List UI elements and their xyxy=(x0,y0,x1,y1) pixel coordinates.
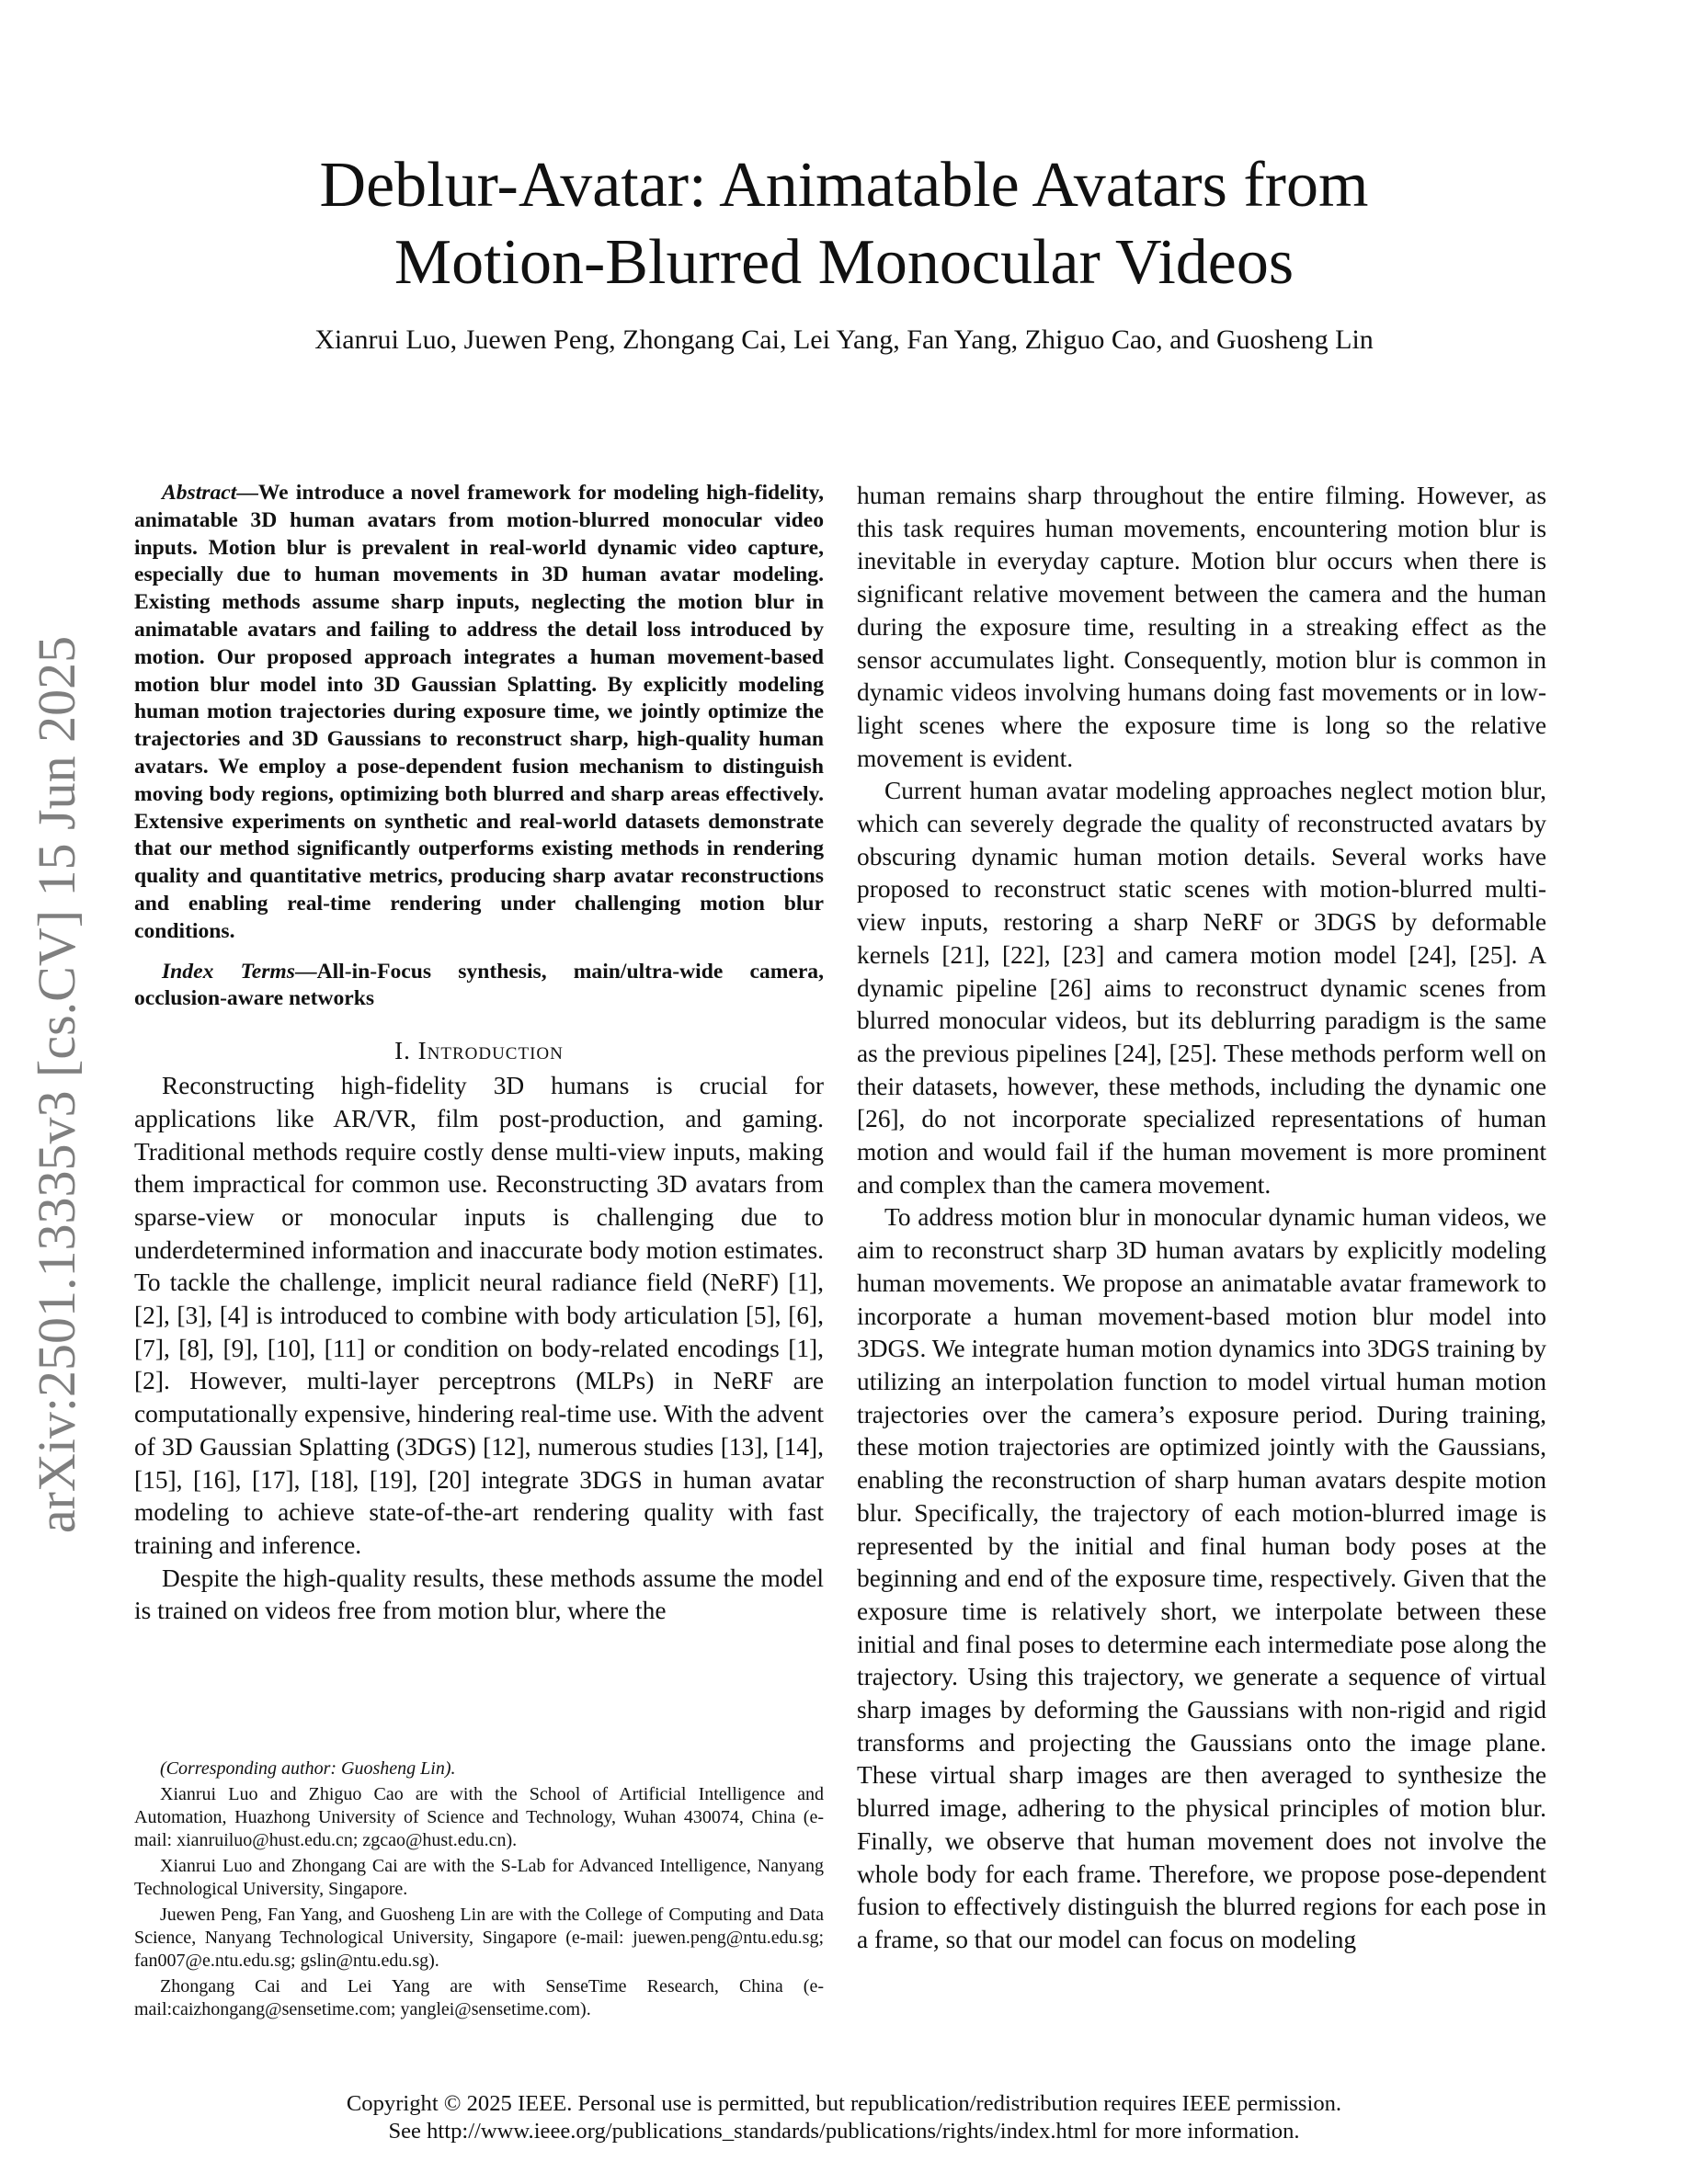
left-column xyxy=(134,480,824,1628)
abstract-paragraph xyxy=(134,480,824,946)
body-paragraph: human remains sharp throughout the entire filming. However, as this task requires human movements, encountering motion blur is inevitable in everyday capture. Motion blur occurs when there is significant relative movement between the camera and the human during the exposure time, resulting in a streaking effect as the sensor accumulates light. Consequently, motion blur is common in dynamic videos involving humans doing fast movements or in low-light scenes where the exposure time is long so the relative movement is evident. xyxy=(857,482,1546,772)
corresponding-author-note: (Corresponding author: Guosheng Lin). xyxy=(160,1758,456,1779)
section-numeral: I. xyxy=(394,1037,418,1065)
index-terms-label: Index Terms xyxy=(162,959,295,984)
body-paragraph: To address motion blur in monocular dynamic human videos, we aim to reconstruct sharp 3D human avatars by explicitly modeling human movements. We propose an animatable avatar framework to incorporate a human movement-based motion blur model into 3DGS. We integrate human motion dynamics into 3DGS training by utilizing an interpolation function to model virtual human motion trajectories over the camera’s exposure period. During training, these motion trajectories are optimized jointly with the Gaussians, enabling the reconstruction of sharp human avatars despite motion blur. Specifically, the trajectory of each motion-blurred image is represented by the initial and final human body poses at the beginning and end of the exposure time, respectively. Given that the exposure time is relatively short, we interpolate between these initial and final poses to determine each intermediate pose along the trajectory. Using this trajectory, we generate a sequence of virtual sharp images by deforming the Gaussians with non-rigid and rigid transforms and projecting the Gaussians onto the image plane. These virtual sharp images are then averaged to synthesize the blurred image, adhering to the physical principles of motion blur. Finally, we observe that human movement does not involve the whole body for each frame. Therefore, we propose pose-dependent fusion to effectively distinguish the blurred regions for each pose in a frame, so that our model can focus on modeling xyxy=(857,1203,1546,1953)
copyright-line-1: Copyright © 2025 IEEE. Personal use is permitted, but republication/redistribution requires IEEE permission. xyxy=(346,2091,1342,2116)
copyright-notice xyxy=(138,2090,1550,2145)
index-terms-paragraph xyxy=(134,959,824,1014)
footnotes xyxy=(134,1757,824,2024)
intro-left-body xyxy=(134,1070,824,1628)
title-line-2: Motion-Blurred Monocular Videos xyxy=(393,227,1295,298)
index-terms xyxy=(134,959,824,1014)
abstract-label: Abstract xyxy=(162,481,237,505)
title-line-1: Deblur-Avatar: Animatable Avatars from xyxy=(319,150,1369,221)
paper-title xyxy=(138,147,1550,301)
body-paragraph: Reconstructing high-fidelity 3D humans is crucial for applications like AR/VR, film post-production, and gaming. Traditional methods require costly dense multi-view inputs, making them impractical for common use. Reconstructing 3D avatars from sparse-view or monocular inputs is challenging due to underdetermined information and inaccurate body motion estimates. To tackle the challenge, implicit neural radiance field (NeRF) [1], [2], [3], [4] is introduced to combine with body articulation [5], [6], [7], [8], [9], [10], [11] or condition on body-related encodings [1], [2]. However, multi-layer perceptrons (MLPs) in NeRF are computationally expensive, hindering real-time use. With the advent of 3D Gaussian Splatting (3DGS) [12], numerous studies [13], [14], [15], [16], [17], [18], [19], [20] integrate 3DGS in human avatar modeling to achieve state-of-the-art rendering quality with fast training and inference. xyxy=(134,1072,824,1559)
author-list: Xianrui Luo, Juewen Peng, Zhongang Cai, Lei Yang, Fan Yang, Zhiguo Cao, and Guosheng Lin xyxy=(314,324,1374,355)
abstract xyxy=(134,480,824,946)
right-column xyxy=(857,480,1546,1957)
affiliation-note: Zhongang Cai and Lei Yang are with SenseTime Research, China (e-mail:caizhongang@sensetime.com; yanglei@sensetime.com). xyxy=(134,1976,824,2019)
abstract-text: —We introduce a novel framework for modeling high-fidelity, animatable 3D human avatars from motion-blurred monocular video inputs. Motion blur is prevalent in real-world dynamic video capture, especially due to human movements in 3D human avatar modeling. Existing methods assume sharp inputs, neglecting the motion blur in animatable avatars and failing to address the detail loss introduced by motion. Our proposed approach integrates a human movement-based motion blur model into 3D Gaussian Splatting. By explicitly modeling human motion trajectories during exposure time, we jointly optimize the trajectories and 3D Gaussians to reconstruct sharp, high-quality human avatars. We employ a pose-dependent fusion mechanism to distinguish moving body regions, optimizing both blurred and sharp areas effectively. Extensive experiments on synthetic and real-world datasets demonstrate that our method significantly outperforms existing methods in rendering quality and quantitative metrics, producing sharp avatar reconstructions and enabling real-time rendering under challenging motion blur conditions. xyxy=(134,481,824,943)
section-heading-introduction xyxy=(134,1035,824,1066)
body-paragraph: Current human avatar modeling approaches neglect motion blur, which can severely degrade the quality of reconstructed avatars by obscuring dynamic human motion details. Several works have proposed to reconstruct static scenes with motion-blurred multi-view inputs, restoring a sharp NeRF or 3DGS by deformable kernels [21], [22], [23] and camera motion model [24], [25]. A dynamic pipeline [26] aims to reconstruct dynamic scenes from blurred monocular videos, but its deblurring paradigm is the same as the previous pipelines [24], [25]. These methods perform well on their datasets, however, these methods, including the dynamic one [26], do not incorporate specialized representations of human motion and would fail if the human movement is more prominent and complex than the camera movement. xyxy=(857,777,1546,1199)
copyright-line-2: See http://www.ieee.org/publications_standards/publications/rights/index.html for more information. xyxy=(388,2119,1300,2144)
index-terms-text: —All-in-Focus synthesis, main/ultra-wide camera, occlusion-aware networks xyxy=(134,959,825,1011)
arxiv-identifier: arXiv:2501.13335v3 [cs.CV] 15 Jun 2025 xyxy=(27,635,86,1534)
affiliation-note: Xianrui Luo and Zhiguo Cao are with the School of Artificial Intelligence and Automation, Huazhong University of Science and Technology, Wuhan 430074, China (e-mail: xianruiluo@hust.edu.cn; zgcao@hust.edu.cn). xyxy=(134,1784,824,1850)
affiliation-note: Xianrui Luo and Zhongang Cai are with the S-Lab for Advanced Intelligence, Nanyang Technological University, Singapore. xyxy=(134,1856,824,1899)
body-paragraph: Despite the high-quality results, these methods assume the model is trained on videos free from motion blur, where the xyxy=(134,1564,824,1625)
affiliation-note: Juewen Peng, Fan Yang, and Guosheng Lin are with the College of Computing and Data Science, Nanyang Technological University, Singapore (e-mail: juewen.peng@ntu.edu.sg; fan007@e.ntu.edu.sg; gslin@ntu.edu.sg). xyxy=(134,1905,824,1971)
section-name: Introduction xyxy=(417,1037,564,1065)
